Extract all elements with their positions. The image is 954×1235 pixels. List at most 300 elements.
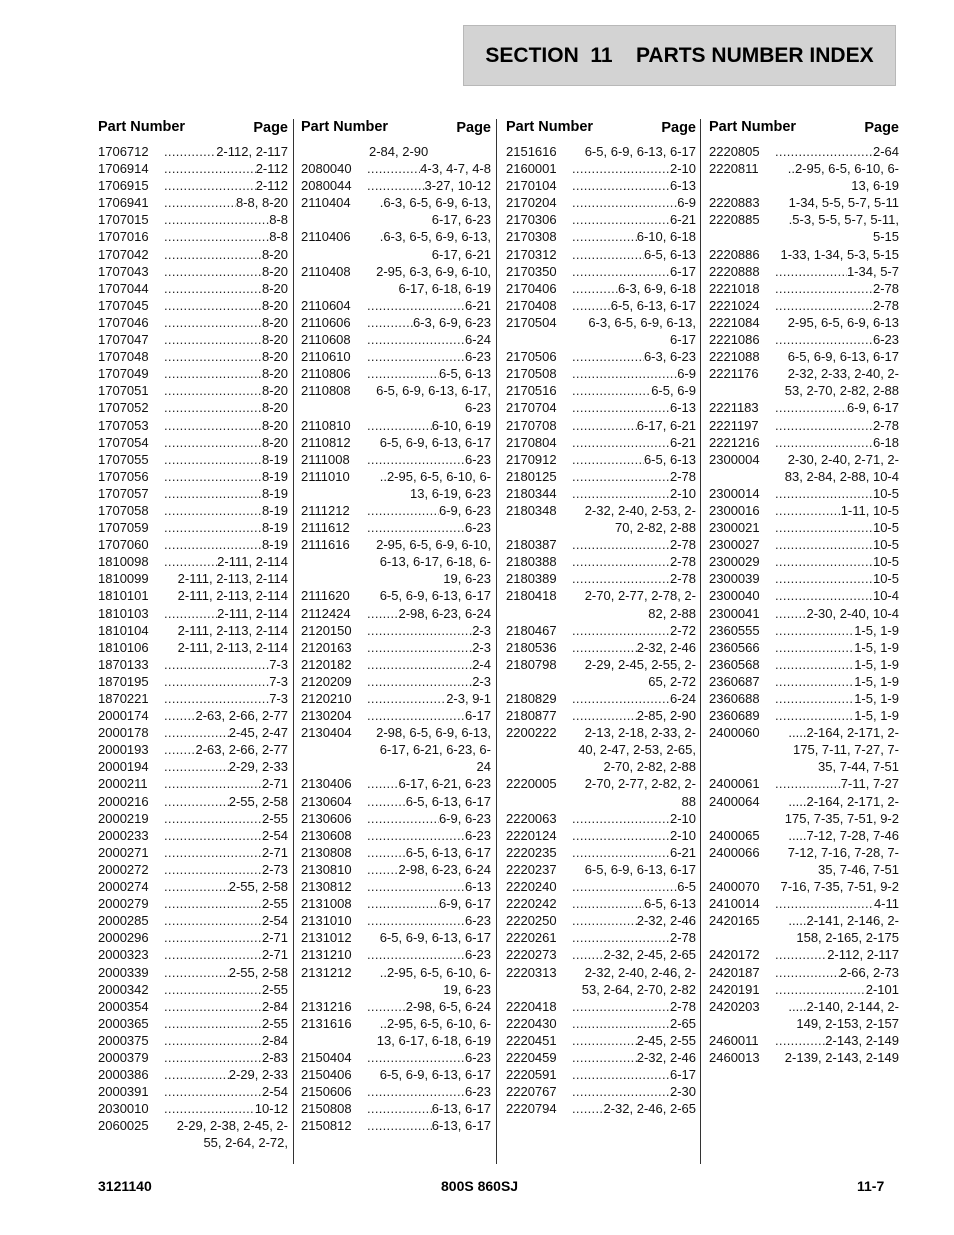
dot-leader (367, 1117, 432, 1134)
part-number: 1810101 (98, 588, 149, 604)
index-entry (98, 981, 288, 998)
part-number: 2000285 (98, 913, 149, 929)
part-number: 2110806 (301, 366, 351, 382)
page-reference-value: 6-24 (669, 691, 696, 706)
part-number: 2180388 (506, 554, 557, 570)
index-entry (506, 536, 696, 553)
part-number: 2300014 (709, 485, 760, 501)
dot-leader (164, 314, 262, 331)
page-reference-value: 2-3 (472, 622, 491, 638)
column-divider (496, 119, 497, 1164)
part-number: 2131216 (301, 998, 352, 1014)
part-number: 2170306 (506, 212, 557, 228)
dot-leader (367, 622, 472, 639)
column-header (98, 119, 288, 143)
part-number: 2420203 (709, 998, 760, 1014)
page-reference: 2-111, 2-113, 2-114 (177, 639, 288, 655)
index-entry (98, 895, 288, 912)
page-reference (164, 605, 288, 622)
dot-leader (367, 912, 465, 929)
dot-leader (164, 194, 236, 211)
page-reference-value: 2-71 (261, 844, 288, 860)
page-reference (164, 878, 288, 895)
page-reference-value: 8-8 (269, 229, 288, 245)
dot-leader (164, 981, 262, 998)
part-number: 2130404 (301, 725, 352, 741)
dot-leader (775, 502, 841, 519)
dot-leader (164, 485, 262, 502)
part-number: 1810104 (98, 622, 149, 638)
page-reference-value: 6-3, 6-9, 6-23 (412, 314, 491, 330)
part-number: 2000379 (98, 1049, 149, 1065)
dot-leader (572, 707, 637, 724)
part-number: 2000211 (98, 776, 148, 792)
index-entry (301, 861, 491, 878)
index-entry (506, 1049, 696, 1066)
index-entry (506, 399, 696, 416)
part-number: 1707057 (98, 485, 149, 501)
dot-leader (572, 228, 637, 245)
dot-leader (164, 502, 262, 519)
page-reference-value: 6-21 (669, 844, 696, 860)
part-number: 2220888 (709, 263, 760, 279)
part-number: 2080044 (301, 178, 352, 194)
page-reference (164, 844, 288, 861)
index-entry (506, 1066, 696, 1083)
page-reference-value: 2-32, 2-46 (636, 913, 696, 929)
page-reference-value: 1-5, 1-9 (854, 691, 899, 706)
dot-leader (164, 878, 229, 895)
dot-leader (367, 878, 465, 895)
dot-leader (367, 690, 446, 707)
dot-leader (164, 895, 262, 912)
index-entry (709, 399, 899, 416)
dot-leader (367, 451, 465, 468)
dot-leader (164, 1015, 262, 1032)
dot-leader (164, 1100, 255, 1117)
part-number: 2130812 (301, 879, 352, 895)
page-reference (367, 605, 491, 622)
page-reference (164, 775, 288, 792)
index-entry (301, 228, 491, 262)
index-entry (98, 844, 288, 861)
dot-leader (367, 639, 472, 656)
page-reference-value: 1-5, 1-9 (854, 639, 899, 655)
page-reference-value: 2-78 (872, 417, 899, 433)
part-number: 2130406 (301, 776, 352, 792)
page-reference-value: 1-5, 1-9 (854, 708, 899, 724)
dot-leader (164, 775, 262, 792)
page-reference-value: 8-20 (261, 366, 288, 382)
dot-leader (775, 297, 873, 314)
index-entry (506, 177, 696, 194)
part-number: 2220240 (506, 879, 557, 895)
part-number: 2420191 (709, 981, 760, 997)
page-reference (572, 365, 696, 382)
part-number: 2170406 (506, 280, 557, 296)
part-number: 2420165 (709, 913, 760, 929)
index-entry (301, 263, 491, 297)
dot-leader (775, 946, 827, 963)
part-number: 2300040 (709, 588, 760, 604)
index-entry (301, 707, 491, 724)
part-number: 2220242 (506, 896, 557, 912)
part-number: 2111620 (301, 588, 350, 604)
part-number: 2220235 (506, 844, 557, 860)
footer-page-number: 11-7 (857, 1178, 885, 1194)
index-entry (301, 998, 491, 1015)
index-entry (301, 365, 491, 382)
dot-leader (164, 1066, 229, 1083)
index-entry (98, 827, 288, 844)
part-number: 2420187 (709, 964, 760, 980)
page-reference-value: 2-63, 2-66, 2-77 (195, 708, 288, 724)
page-reference-value: 6-17 (669, 263, 696, 279)
part-number: 2180348 (506, 502, 557, 518)
page-reference (367, 912, 491, 929)
index-entry (301, 143, 491, 160)
part-number: 1870133 (98, 656, 149, 672)
page-reference-value: 6-5, 6-13 (438, 366, 491, 382)
page-reference-value: 6-23 (464, 451, 491, 467)
index-entry (301, 536, 491, 587)
page-reference-value: 6-3, 6-9, 6-18 (617, 280, 696, 296)
column-divider (700, 119, 701, 1164)
dot-leader (775, 143, 873, 160)
page-reference-value: 6-21 (669, 212, 696, 228)
dot-leader (572, 177, 670, 194)
page-reference (164, 810, 288, 827)
dot-leader (572, 844, 670, 861)
page-reference-value: 2-30 (669, 1084, 696, 1100)
part-number: 2300039 (709, 571, 760, 587)
page-reference-value: 2-111, 2-114 (217, 554, 288, 570)
page-reference (164, 707, 288, 724)
index-entry (98, 605, 288, 622)
part-number: 2360568 (709, 656, 760, 672)
index-entry (98, 417, 288, 434)
part-number: 2111212 (301, 502, 350, 518)
page-reference (367, 707, 491, 724)
dot-leader (164, 912, 262, 929)
dot-leader (572, 399, 670, 416)
dot-leader (775, 417, 873, 434)
part-number: 2000219 (98, 810, 149, 826)
page-reference (164, 399, 288, 416)
page-reference (164, 758, 288, 775)
part-number: 2130608 (301, 827, 352, 843)
part-number: 2170312 (506, 246, 557, 262)
part-number: 1707046 (98, 314, 149, 330)
index-entry (709, 605, 899, 622)
page-reference-value: 2-55, 2-58 (228, 793, 288, 809)
dot-leader (775, 519, 873, 536)
dot-leader (572, 690, 670, 707)
index-entry (506, 246, 696, 263)
part-number: 2000365 (98, 1015, 149, 1031)
dot-leader (367, 673, 472, 690)
page-reference (775, 1032, 899, 1049)
page-reference-value: 2-30, 2-40, 10-4 (806, 605, 899, 621)
page-reference (572, 211, 696, 228)
part-number: 2000194 (98, 759, 149, 775)
part-number: 2220805 (709, 144, 760, 159)
part-number: 2110606 (301, 314, 351, 330)
page-reference-value: 6-13, 6-17 (431, 1101, 491, 1117)
page-reference-value: 8-19 (261, 485, 288, 501)
page-reference-value: 6-5, 6-13, 6-17 (405, 844, 491, 860)
dot-leader (164, 365, 262, 382)
index-entry (709, 707, 899, 724)
dot-leader (775, 622, 854, 639)
dot-leader (572, 1083, 670, 1100)
dot-leader (775, 895, 874, 912)
dot-leader (164, 399, 262, 416)
page-reference: 6-5, 6-9, 6-13, 6-17 (379, 588, 491, 604)
page-reference-value: 2-54 (261, 913, 288, 929)
dot-leader (572, 827, 670, 844)
dot-leader (367, 177, 425, 194)
page-reference-value: 8-19 (261, 537, 288, 553)
page-reference-value: 6-13 (464, 879, 491, 895)
header-page: Page (864, 120, 899, 136)
index-entry (301, 194, 491, 228)
page-reference (164, 143, 288, 160)
index-entry (709, 314, 899, 331)
part-number: 2120150 (301, 622, 352, 638)
dot-leader (775, 656, 854, 673)
dot-leader (164, 1049, 262, 1066)
index-entry (709, 639, 899, 656)
page-reference-value: 6-17 (669, 1067, 696, 1083)
page-reference (572, 1083, 696, 1100)
page-reference (164, 228, 288, 245)
index-column-3 (506, 119, 696, 1117)
part-number: 2170504 (506, 314, 557, 330)
page-reference (367, 656, 491, 673)
dot-leader (775, 570, 873, 587)
part-number: 2220313 (506, 964, 557, 980)
part-number: 1707052 (98, 400, 149, 416)
page-reference: .6-3, 6-5, 6-9, 6-13, 6-17, 6-23 (379, 195, 491, 228)
page-reference (164, 451, 288, 468)
page-reference (572, 194, 696, 211)
dot-leader (572, 998, 670, 1015)
index-entry (709, 502, 899, 519)
dot-leader (367, 297, 465, 314)
page-reference-value: 4-3, 4-7, 4-8 (420, 161, 491, 177)
page-reference (572, 297, 696, 314)
index-entry (98, 724, 288, 741)
index-entry (506, 365, 696, 382)
page-reference (164, 1032, 288, 1049)
index-entry (98, 964, 288, 981)
page-reference-value: 2-85, 2-90 (636, 708, 696, 724)
dot-leader (572, 348, 644, 365)
page-reference (164, 331, 288, 348)
dot-leader (164, 160, 256, 177)
dot-leader (572, 297, 611, 314)
page-reference (572, 844, 696, 861)
page-reference-value: 2-72 (669, 622, 696, 638)
index-entry (709, 280, 899, 297)
dot-leader (775, 263, 847, 280)
index-entry (301, 1117, 491, 1134)
index-entry (709, 878, 899, 895)
page-reference (572, 399, 696, 416)
index-entry (301, 775, 491, 792)
page-reference (775, 587, 899, 604)
index-entry (98, 929, 288, 946)
dot-leader (775, 331, 873, 348)
dot-leader (572, 485, 670, 502)
index-entry (98, 468, 288, 485)
part-number: 1707042 (98, 246, 149, 262)
page-reference-value: 6-23 (464, 1049, 491, 1065)
page-reference-value: 6-5, 6-13 (643, 246, 696, 262)
index-entry (98, 570, 288, 587)
page-reference-value: 3-27, 10-12 (424, 178, 491, 194)
page-reference (164, 536, 288, 553)
part-number: 1707048 (98, 349, 149, 365)
page-reference (367, 639, 491, 656)
page-reference-value: 6-23 (464, 1084, 491, 1100)
index-entry (709, 587, 899, 604)
page-reference (164, 1066, 288, 1083)
part-number: 2360688 (709, 691, 760, 706)
dot-leader (367, 707, 465, 724)
part-number: 2221024 (709, 297, 760, 313)
index-entry (301, 827, 491, 844)
dot-leader (775, 964, 840, 981)
page-reference: 6-5, 6-9, 6-13, 6-17, 6-23 (376, 383, 491, 416)
dot-leader (164, 724, 229, 741)
page-reference (775, 622, 899, 639)
page-reference (164, 912, 288, 929)
index-entry (709, 519, 899, 536)
part-number: 2180389 (506, 571, 557, 587)
dot-leader (164, 690, 269, 707)
page-reference (572, 177, 696, 194)
index-entry (506, 775, 696, 809)
dot-leader (572, 1100, 603, 1117)
part-number: 2170350 (506, 263, 557, 279)
header-part-number: Part Number (301, 119, 389, 135)
page-reference (572, 1100, 696, 1117)
index-entry (98, 399, 288, 416)
page-reference: 2-95, 6-3, 6-9, 6-10, 6-17, 6-18, 6-19 (376, 263, 491, 296)
part-number: 2220885 (709, 212, 760, 228)
page-reference-value: 2-112 (255, 161, 288, 177)
index-entry (98, 263, 288, 280)
index-entry (301, 468, 491, 502)
index-entry (506, 485, 696, 502)
part-number: 2170508 (506, 366, 557, 382)
page-reference-value: 10-5 (872, 485, 899, 501)
page-reference: 6-5, 6-9, 6-13, 6-17 (787, 349, 899, 365)
page-reference (775, 297, 899, 314)
page-reference-value: 2-4 (472, 656, 491, 672)
part-number: 2000274 (98, 879, 149, 895)
part-number: 2221197 (709, 417, 759, 433)
page-reference: 6-5, 6-9, 6-13, 6-17 (379, 930, 491, 946)
page-reference-value: 7-3 (269, 656, 288, 672)
index-entry (709, 365, 899, 399)
page-reference-value: 8-20 (261, 263, 288, 279)
dot-leader (367, 348, 465, 365)
part-number: 2221018 (709, 280, 760, 296)
dot-leader (367, 775, 398, 792)
part-number: 2030010 (98, 1101, 149, 1117)
dot-leader (164, 228, 269, 245)
dot-leader (367, 998, 406, 1015)
part-number: 1706712 (98, 144, 149, 159)
index-entry (506, 587, 696, 621)
page-reference-value: 2-64 (872, 144, 899, 159)
page-reference-value: 2-78 (872, 297, 899, 313)
dot-leader (164, 143, 216, 160)
page-reference (164, 1083, 288, 1100)
page-reference (572, 1066, 696, 1083)
part-number: 2220261 (506, 930, 557, 946)
part-number: 1707054 (98, 434, 149, 450)
page-reference: ..2-95, 6-5, 6-10, 6-13, 6-19, 6-23 (379, 468, 491, 501)
part-number: 2170516 (506, 383, 557, 399)
index-entry (506, 929, 696, 946)
index-entry (301, 690, 491, 707)
index-entry (709, 656, 899, 673)
page-reference-value: 10-12 (254, 1101, 288, 1117)
dot-leader (164, 331, 262, 348)
index-entry (98, 536, 288, 553)
part-number: 2151616 (506, 144, 557, 159)
page-reference-value: 1-34, 5-7 (846, 263, 899, 279)
page-reference (572, 160, 696, 177)
index-entry (709, 143, 899, 160)
index-entry (709, 160, 899, 194)
index-entry (709, 417, 899, 434)
dot-leader (775, 536, 873, 553)
part-number: 2130606 (301, 810, 352, 826)
part-number: 2300041 (709, 605, 760, 621)
page-reference (775, 263, 899, 280)
dot-leader (164, 1032, 262, 1049)
index-entry (98, 793, 288, 810)
page-reference: 2-95, 6-5, 6-9, 6-13 (787, 314, 899, 330)
part-number: 2220250 (506, 913, 557, 929)
part-number: 2110408 (301, 263, 351, 279)
part-number: 2000375 (98, 1032, 149, 1048)
dot-leader (367, 656, 472, 673)
dot-leader (775, 690, 854, 707)
page-reference-value: 6-17, 6-21 (636, 417, 696, 433)
page-reference-value: 7-3 (269, 691, 288, 706)
part-number: 2400065 (709, 827, 760, 843)
page-reference-value: 2-71 (261, 930, 288, 946)
index-entry (709, 536, 899, 553)
index-entry (98, 1100, 288, 1117)
page-reference (367, 827, 491, 844)
index-entry (709, 895, 899, 912)
part-number: 2220063 (506, 810, 557, 826)
index-entry (301, 656, 491, 673)
index-entry (709, 211, 899, 245)
dot-leader (164, 844, 262, 861)
page-reference: 2-70, 2-77, 2-82, 2-88 (584, 776, 696, 809)
index-entry (506, 280, 696, 297)
dot-leader (164, 827, 262, 844)
page-reference: ..2-95, 6-5, 6-10, 6-13, 6-17, 6-18, 6-19 (376, 1015, 491, 1048)
